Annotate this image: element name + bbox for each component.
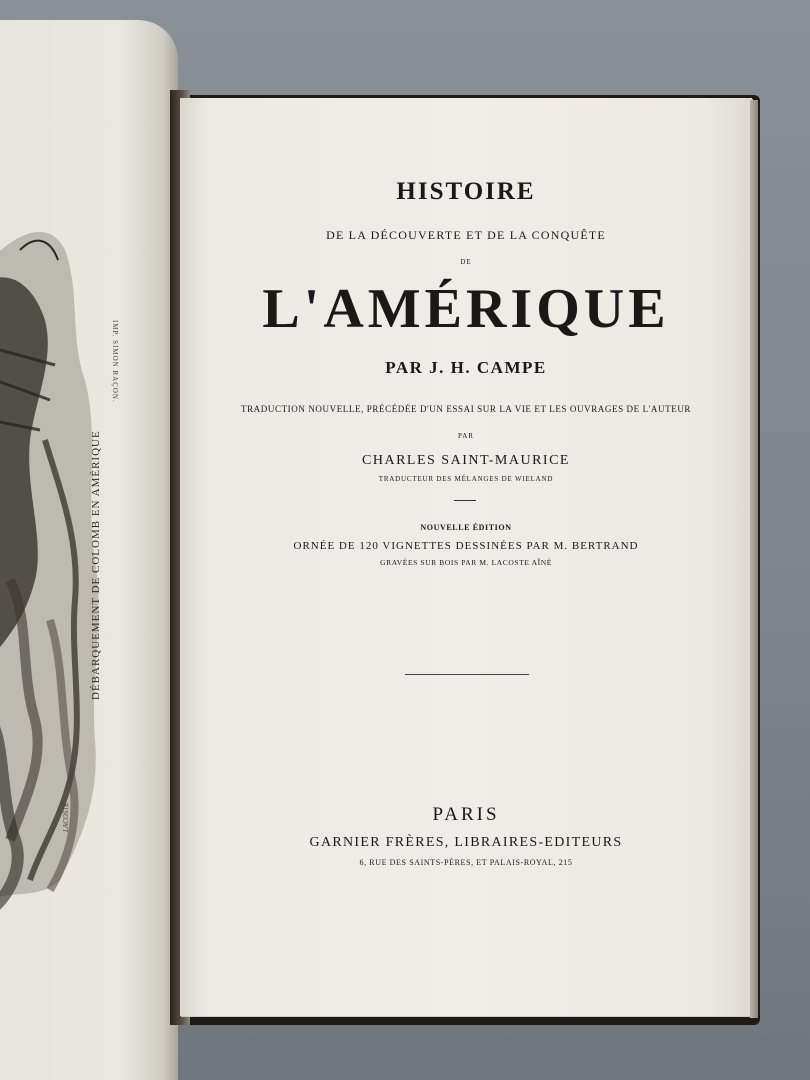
title-page [180, 98, 752, 1016]
translation-note: TRADUCTION NOUVELLE, PRÉCÉDÉE D'UN ESSAI SUR LA VIE ET LES OUVRAGES DE L'AUTEUR [240, 404, 692, 414]
publisher-name: GARNIER FRÈRES, LIBRAIRES-EDITEURS [309, 835, 623, 850]
printer-credit: IMP. SIMON RAÇON. [111, 320, 119, 403]
author-line: PAR J. H. CAMPE [385, 358, 547, 377]
translator-role: TRADUCTEUR DES MÉLANGES DE WIELAND [378, 475, 554, 483]
plate-caption: DÉBARQUEMENT DE COLOMB EN AMÉRIQUE [90, 430, 102, 700]
engraving-illustration [0, 20, 178, 1080]
main-title: L'AMÉRIQUE [262, 278, 670, 340]
title-connector: DE [460, 258, 472, 266]
engraver-signature: LACOSTE [62, 802, 70, 832]
edition-label: NOUVELLE ÉDITION [420, 523, 512, 532]
page-edges [750, 100, 758, 1018]
engravings-line: GRAVÉES SUR BOIS PAR M. LACOSTE AÎNÉ [380, 558, 552, 567]
subtitle: DE LA DÉCOUVERTE ET DE LA CONQUÊTE [326, 228, 606, 242]
illustrations-line: ORNÉE DE 120 VIGNETTES DESSINÉES PAR M. BERTRAND [293, 540, 639, 552]
imprint-city: PARIS [432, 804, 500, 825]
long-rule [405, 674, 529, 675]
title-histoire: HISTOIRE [396, 178, 536, 205]
frontispiece-page [0, 20, 178, 1080]
publisher-address: 6, RUE DES SAINTS-PÈRES, ET PALAIS-ROYAL, 215 [359, 858, 573, 867]
translator-name: CHARLES SAINT-MAURICE [362, 453, 570, 468]
short-rule [454, 500, 476, 501]
par-label: PAR [458, 432, 474, 440]
